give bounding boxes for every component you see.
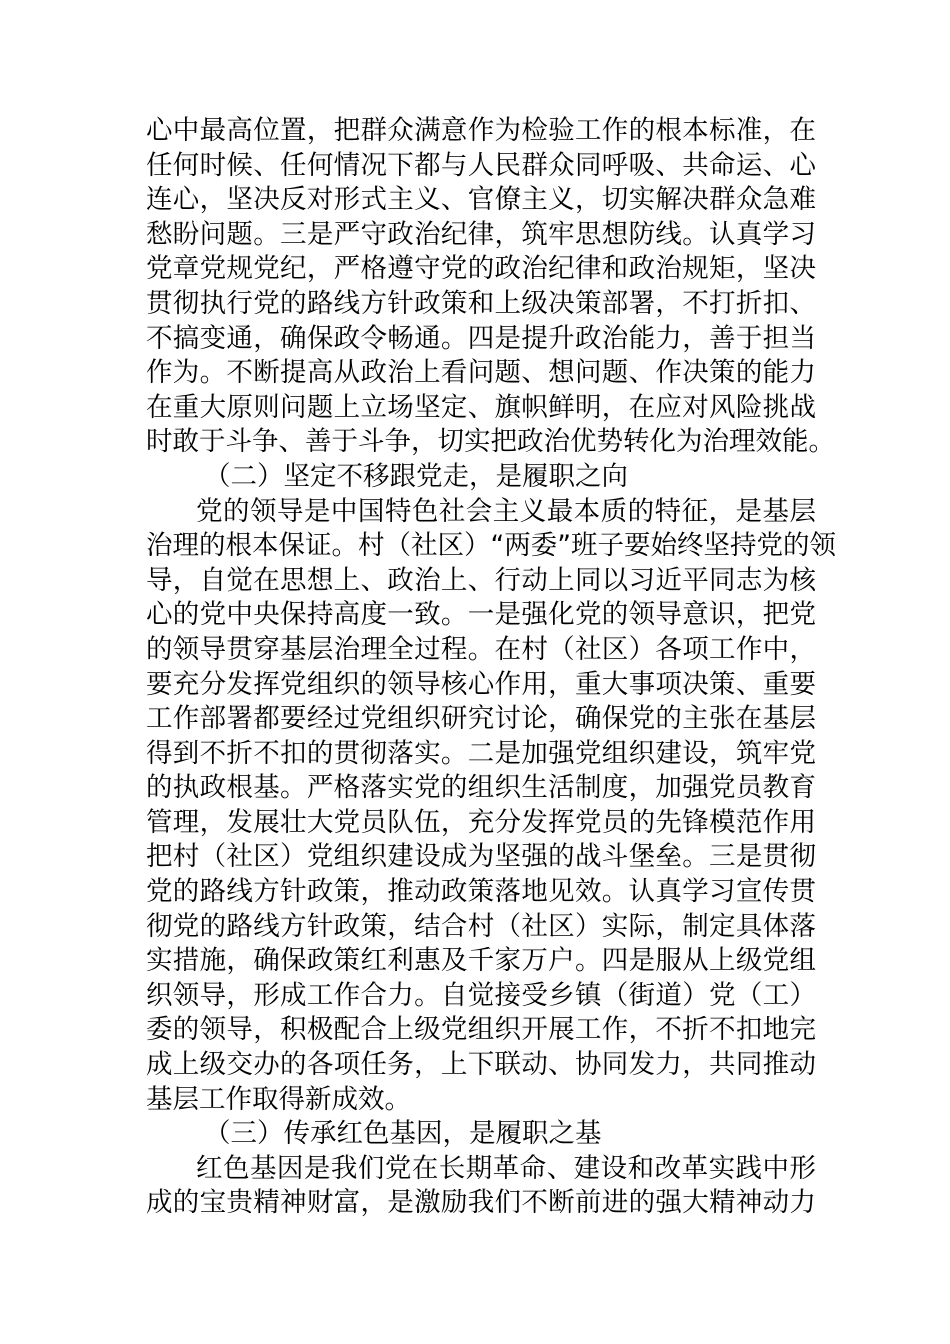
- text-line: 连心，坚决反对形式主义、官僚主义，切实解决群众急难: [146, 184, 816, 216]
- text-line: 作为。不断提高从政治上看问题、想问题、作决策的能力: [146, 357, 816, 389]
- text-line: 导，自觉在思想上、政治上、行动上同以习近平同志为核: [146, 564, 816, 596]
- text-line: 要充分发挥党组织的领导核心作用，重大事项决策、重要: [146, 668, 816, 700]
- paragraph-first-line: 党的领导是中国特色社会主义最本质的特征，是基层: [196, 495, 816, 527]
- text-line: 治理的根本保证。村（社区）“两委”班子要始终坚持党的领: [146, 530, 836, 562]
- text-line: 工作部署都要经过党组织研究讨论，确保党的主张在基层: [146, 703, 816, 735]
- document-body: [146, 114, 836, 1221]
- paragraph-first-line: 红色基因是我们党在长期革命、建设和改革实践中形: [196, 1152, 816, 1184]
- text-line: 心的党中央保持高度一致。一是强化党的领导意识，把党: [146, 599, 816, 631]
- text-line: 成的宝贵精神财富，是激励我们不断前进的强大精神动力: [146, 1187, 816, 1219]
- text-line: 委的领导，积极配合上级党组织开展工作，不折不扣地完: [146, 1014, 816, 1046]
- text-line: 的执政根基。严格落实党的组织生活制度，加强党员教育: [146, 772, 816, 804]
- text-line: 党章党规党纪，严格遵守党的政治纪律和政治规矩，坚决: [146, 253, 816, 285]
- text-line: 心中最高位置，把群众满意作为检验工作的根本标准，在: [146, 115, 816, 146]
- text-line: 管理，发展壮大党员队伍，充分发挥党员的先锋模范作用: [146, 806, 816, 838]
- text-line: 基层工作取得新成效。: [146, 1083, 411, 1115]
- text-line: 成上级交办的各项任务，上下联动、协同发力，共同推动: [146, 1049, 816, 1081]
- section-heading: （二）坚定不移跟党走，是履职之向: [204, 460, 628, 492]
- text-line: 贯彻执行党的路线方针政策和上级决策部署，不打折扣、: [146, 287, 816, 319]
- text-line: 在重大原则问题上立场坚定、旗帜鲜明，在应对风险挑战: [146, 391, 816, 423]
- text-line: 彻党的路线方针政策，结合村（社区）实际，制定具体落: [146, 910, 816, 942]
- text-line: 得到不折不扣的贯彻落实。二是加强党组织建设，筑牢党: [146, 737, 816, 769]
- text-line: 织领导，形成工作合力。自觉接受乡镇（街道）党（工）: [146, 979, 816, 1011]
- text-line: 愁盼问题。三是严守政治纪律，筑牢思想防线。认真学习: [146, 218, 816, 250]
- section-heading: （三）传承红色基因，是履职之基: [204, 1118, 602, 1150]
- text-line: 的领导贯穿基层治理全过程。在村（社区）各项工作中，: [146, 633, 816, 665]
- text-line: 任何时候、任何情况下都与人民群众同呼吸、共命运、心: [146, 149, 816, 181]
- text-line: 不搞变通，确保政令畅通。四是提升政治能力，善于担当: [146, 322, 816, 354]
- text-line: 党的路线方针政策，推动政策落地见效。认真学习宣传贯: [146, 876, 816, 908]
- text-line: 把村（社区）党组织建设成为坚强的战斗堡垒。三是贯彻: [146, 841, 816, 873]
- text-line: 时敢于斗争、善于斗争，切实把政治优势转化为治理效能。: [146, 426, 835, 458]
- text-line: 实措施，确保政策红利惠及千家万户。四是服从上级党组: [146, 945, 816, 977]
